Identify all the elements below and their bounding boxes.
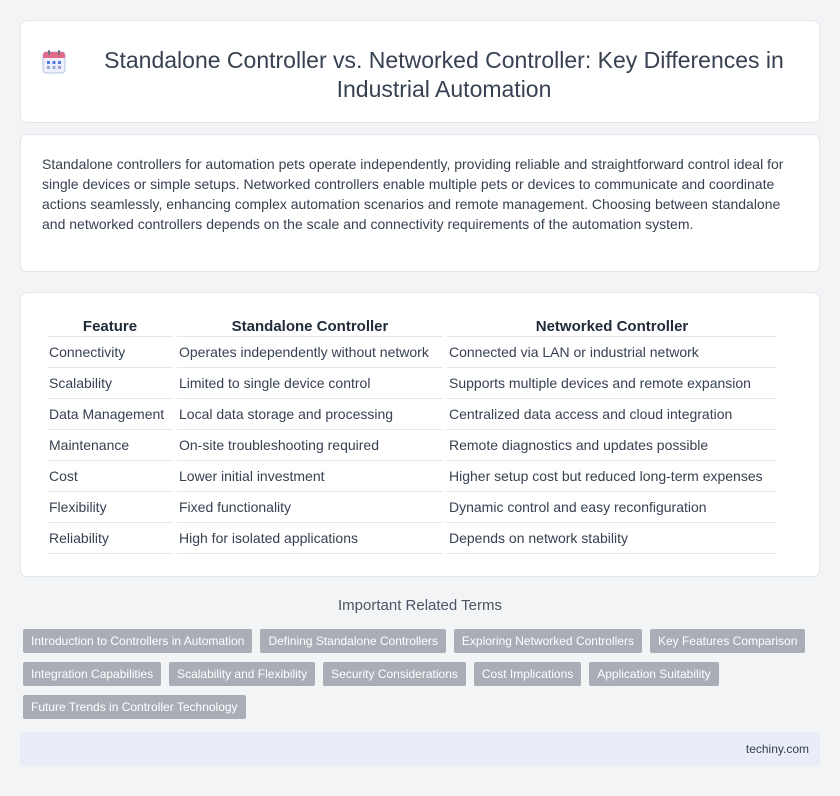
networked-cell: Supports multiple devices and remote expansion bbox=[447, 368, 777, 399]
standalone-cell: Limited to single device control bbox=[177, 368, 443, 399]
header-networked: Networked Controller bbox=[447, 315, 777, 337]
feature-cell: Scalability bbox=[47, 368, 173, 399]
related-term-tag[interactable]: Application Suitability bbox=[589, 662, 718, 686]
related-term-tag[interactable]: Introduction to Controllers in Automation bbox=[23, 629, 252, 653]
feature-cell: Connectivity bbox=[47, 337, 173, 368]
standalone-cell: Local data storage and processing bbox=[177, 399, 443, 430]
related-term-tag[interactable]: Cost Implications bbox=[474, 662, 581, 686]
intro-card bbox=[20, 134, 820, 272]
networked-cell: Centralized data access and cloud integration bbox=[447, 399, 777, 430]
related-term-tag[interactable]: Exploring Networked Controllers bbox=[454, 629, 642, 653]
comparison-card bbox=[20, 292, 820, 577]
table-row bbox=[47, 492, 777, 523]
feature-cell: Flexibility bbox=[47, 492, 173, 523]
feature-cell: Cost bbox=[47, 461, 173, 492]
networked-cell: Dynamic control and easy reconfiguration bbox=[447, 492, 777, 523]
networked-cell: Remote diagnostics and updates possible bbox=[447, 430, 777, 461]
footer bbox=[20, 732, 820, 766]
networked-cell: Connected via LAN or industrial network bbox=[447, 337, 777, 368]
related-terms-list bbox=[23, 629, 823, 719]
feature-cell: Reliability bbox=[47, 523, 173, 554]
table-row bbox=[47, 461, 777, 492]
calendar-icon bbox=[41, 49, 67, 75]
related-terms-heading: Important Related Terms bbox=[338, 597, 502, 614]
related-term-tag[interactable]: Scalability and Flexibility bbox=[169, 662, 315, 686]
footer-site-link[interactable]: techiny.com bbox=[745, 742, 809, 756]
related-term-tag[interactable]: Future Trends in Controller Technology bbox=[23, 695, 246, 719]
table-row bbox=[47, 523, 777, 554]
title-card bbox=[20, 20, 820, 123]
standalone-cell: Operates independently without network bbox=[177, 337, 443, 368]
page-title: Standalone Controller vs. Networked Controller: Key Differences in Industrial Automation bbox=[104, 47, 784, 102]
table-header-row bbox=[47, 315, 777, 337]
related-term-tag[interactable]: Security Considerations bbox=[323, 662, 466, 686]
networked-cell: Depends on network stability bbox=[447, 523, 777, 554]
table-row bbox=[47, 337, 777, 368]
standalone-cell: On-site troubleshooting required bbox=[177, 430, 443, 461]
table-row bbox=[47, 430, 777, 461]
standalone-cell: High for isolated applications bbox=[177, 523, 443, 554]
table-row bbox=[47, 368, 777, 399]
standalone-cell: Lower initial investment bbox=[177, 461, 443, 492]
related-term-tag[interactable]: Integration Capabilities bbox=[23, 662, 161, 686]
intro-paragraph: Standalone controllers for automation pets operate independently, providing reliable and straightforward control ideal for single devices or simple setups. Networked controllers enable multiple pets or devices to communicate and coordinate actions seamlessly, enhancing complex automation scenarios and remote management. Choosing between standalone and networked controllers depends on the scale and connectivity requirements of the automation system. bbox=[42, 156, 784, 232]
related-term-tag[interactable]: Key Features Comparison bbox=[650, 629, 805, 653]
table-row bbox=[47, 399, 777, 430]
header-standalone: Standalone Controller bbox=[177, 315, 443, 337]
feature-cell: Maintenance bbox=[47, 430, 173, 461]
feature-cell: Data Management bbox=[47, 399, 173, 430]
standalone-cell: Fixed functionality bbox=[177, 492, 443, 523]
comparison-table bbox=[43, 315, 781, 554]
related-term-tag[interactable]: Defining Standalone Controllers bbox=[260, 629, 445, 653]
header-feature: Feature bbox=[47, 315, 173, 337]
networked-cell: Higher setup cost but reduced long-term expenses bbox=[447, 461, 777, 492]
